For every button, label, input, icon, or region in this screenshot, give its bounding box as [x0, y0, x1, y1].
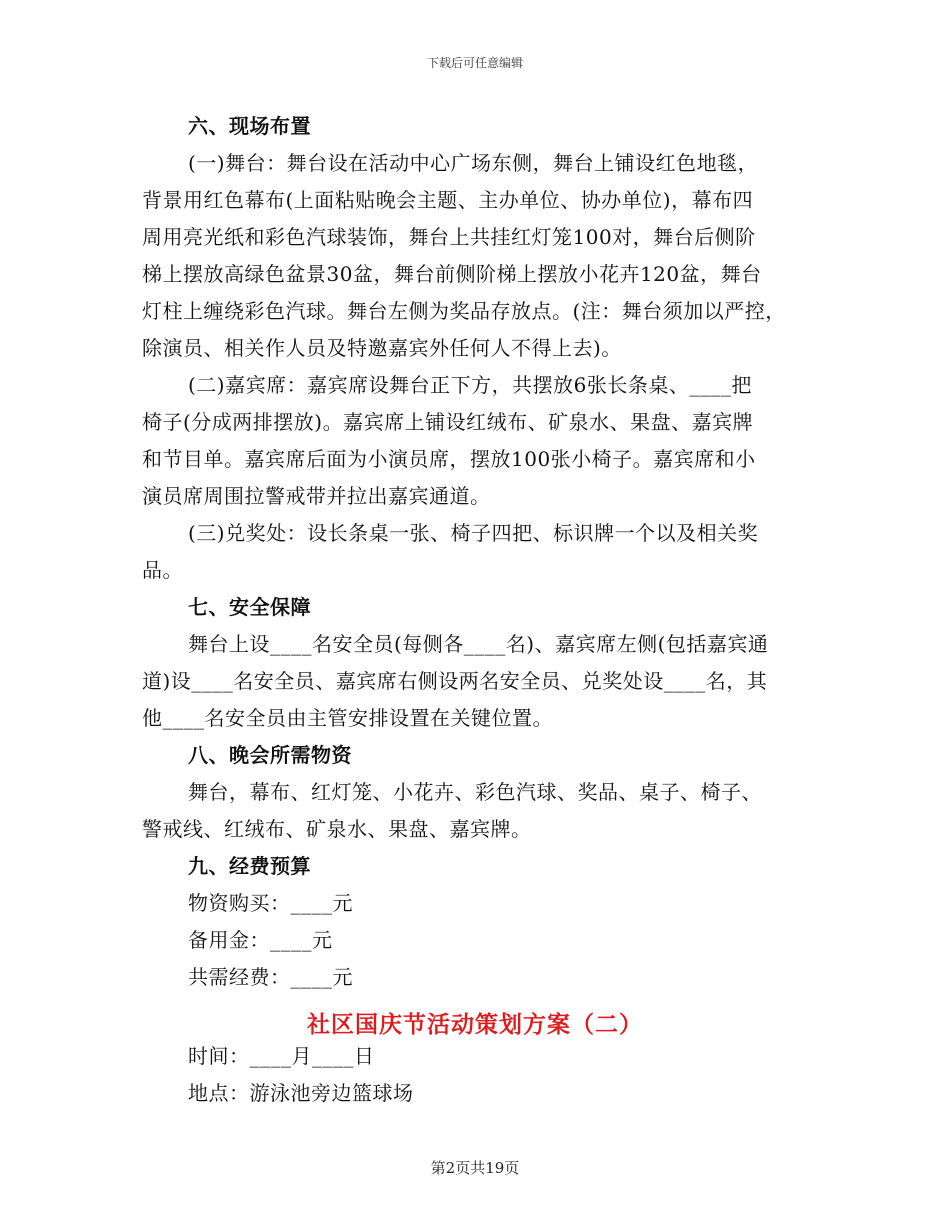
paragraph-line: 周用亮光纸和彩色汽球装饰，舞台上共挂红灯笼100对，舞台后侧阶 — [142, 225, 756, 249]
section-heading-budget: 九、经费预算 — [188, 854, 311, 878]
page-footer: 第2页共19页 — [430, 1159, 520, 1177]
header-note: 下载后可任意编辑 — [426, 56, 523, 70]
paragraph-line: 灯柱上缠绕彩色汽球。舞台左侧为奖品存放点。(注：舞台须加以严控， — [142, 299, 786, 323]
section-heading-layout: 六、现场布置 — [188, 114, 311, 138]
section-heading-safety: 七、安全保障 — [188, 595, 311, 619]
paragraph-line: 除演员、相关作人员及特邀嘉宾外任何人不得上去)。 — [142, 336, 622, 360]
paragraph-line: (一)舞台：舞台设在活动中心广场东侧，舞台上铺设红色地毯， — [188, 151, 759, 175]
time-line: 时间：____月____日 — [188, 1044, 375, 1068]
paragraph-line: 品。 — [142, 558, 183, 582]
paragraph-line: 舞台，幕布、红灯笼、小花卉、彩色汽球、奖品、桌子、椅子、 — [188, 780, 762, 804]
paragraph-line: 背景用红色幕布(上面粘贴晚会主题、主办单位、协办单位)，幕布四 — [142, 188, 754, 212]
paragraph-line: 他____名安全员由主管安排设置在关键位置。 — [142, 706, 553, 730]
paragraph-line: 演员席周围拉警戒带并拉出嘉宾通道。 — [142, 484, 491, 508]
paragraph-line: (三)兑奖处：设长条桌一张、椅子四把、标识牌一个以及相关奖 — [188, 521, 759, 545]
paragraph-line: 和节目单。嘉宾席后面为小演员席，摆放100张小椅子。嘉宾席和小 — [142, 447, 756, 471]
paragraph-line: 道)设____名安全员、嘉宾席右侧设两名安全员、兑奖处设____名，其 — [142, 669, 768, 693]
budget-line: 共需经费：____元 — [188, 965, 353, 989]
paragraph-line: (二)嘉宾席：嘉宾席设舞台正下方，共摆放6张长条桌、____把 — [188, 373, 752, 397]
document-title: 社区国庆节活动策划方案（二） — [307, 1011, 643, 1038]
paragraph-line: 警戒线、红绒布、矿泉水、果盘、嘉宾牌。 — [142, 817, 532, 841]
paragraph-line: 舞台上设____名安全员(每侧各____名)、嘉宾席左侧(包括嘉宾通 — [188, 632, 769, 656]
budget-line: 物资购买：____元 — [188, 891, 353, 915]
paragraph-line: 椅子(分成两排摆放)。嘉宾席上铺设红绒布、矿泉水、果盘、嘉宾牌 — [142, 410, 754, 434]
location-line: 地点：游泳池旁边篮球场 — [188, 1081, 414, 1105]
paragraph-line: 梯上摆放高绿色盆景30盆，舞台前侧阶梯上摆放小花卉120盆，舞台 — [142, 262, 762, 286]
budget-line: 备用金：____元 — [188, 928, 333, 952]
section-heading-materials: 八、晚会所需物资 — [188, 743, 352, 767]
